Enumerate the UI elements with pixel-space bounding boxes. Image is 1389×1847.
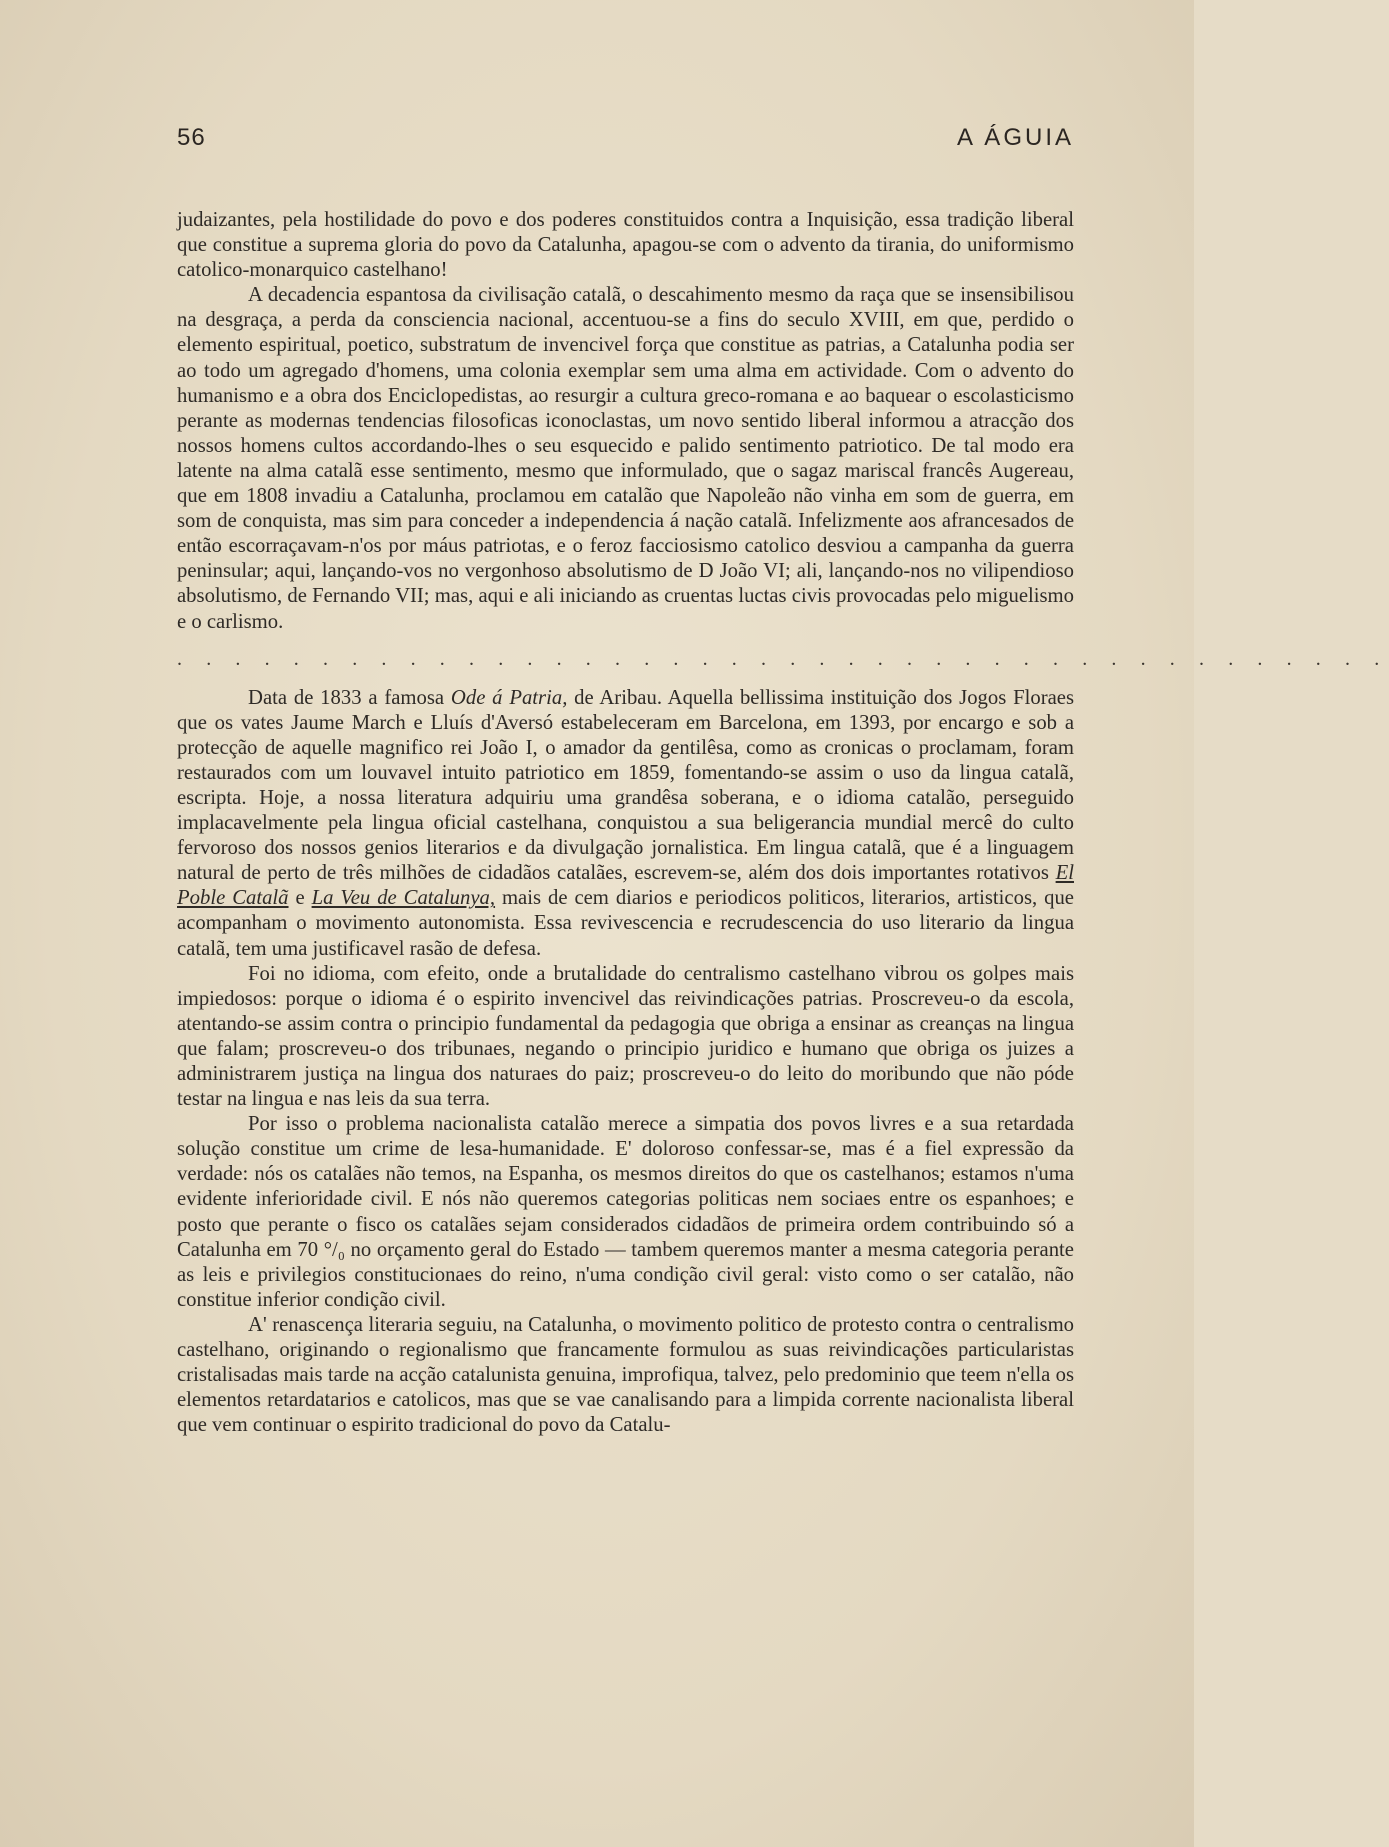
paragraph-3-text-b: de Aribau. Aquella bellissima instituição dos Jogos Floraes que os vates Jaume March e Lluís d'Aversó estabeleceram em Barcelona, em 1393, por encargo e sob a protecção de aquelle magnifico rei João I, o amador da gentilêsa, como as cronicas o proclamam, foram restaurados com um louvavel intuito patriotico em 1859, fomentando-se assim o uso da lingua catalã, escripta. Hoje, a nossa literatura adquiriu uma grandêsa soberana, e o idioma catalão, perseguido implacavelmente pela lingua oficial castelhana, conquistou a sua beligerancia mundial mercê do culto fervoroso dos nossos genios literarios e da divulgação jornalistica. Em lingua catalã, que é a linguagem natural de perto de três milhões de cidadãos catalães, escrevem-se, além dos dois importantes rotativos	[177, 686, 1075, 885]
paragraph-3-text-a: Data de 1833 a famosa	[248, 686, 451, 709]
paragraph-1: judaizantes, pela hostilidade do povo e dos poderes constituidos contra a Inquisição, essa tradição liberal que constitue a suprema gloria do povo da Catalunha, apagou-se com o advento da tirania, do uniformismo catolico-monarquico castelhano!	[177, 209, 1074, 282]
paragraph-3-text-c: e	[288, 887, 312, 910]
paragraph-6: A' renascença literaria seguiu, na Catalunha, o movimento politico de protesto contra o centralismo castelhano, originando o regionalismo que francamente formulou as suas reivindicações particularistas cristalisadas mais tarde na acção catalunista genuina, improfiqua, talvez, pelo predominio que teem n'ella os elementos retardatarios e catolicos, mas que se vae canalisando para a limpida corrente nacionalista liberal que vem continuar o espirito tradicional do povo da Catalu-	[177, 1313, 1074, 1437]
page-number: 56	[177, 124, 206, 151]
paragraph-3	[177, 686, 1074, 962]
dotted-separator: . . . . . . . . . . . . . . . . . . . . . . . . . . . . . . . . . . . . . . . . . .	[177, 647, 1389, 670]
newspaper-title-la-veu: La Veu de Catalunya,	[311, 887, 496, 910]
article-body	[177, 208, 1389, 1438]
paragraph-2: A decadencia espantosa da civilisação catalã, o descahimento mesmo da raça que se insensibilisou na desgraça, a perda da consciencia nacional, accentuou-se a fins do seculo XVIII, em que, perdido o elemento espiritual, poetico, substratum de invencivel força que constitue as patrias, a Catalunha podia ser ao todo um agregado d'homens, uma colonia exemplar sem uma alma em actividade. Com o advento do humanismo e a obra dos Enciclopedistas, ao resurgir a cultura greco-romana e ao baquear o escolasticismo perante as modernas tendencias filosoficas iconoclastas, um novo sentido liberal informou a atracção dos nossos homens cultos accordando-lhes o seu esquecido e palido sentimento patriotico. De tal modo era latente na alma catalã esse sentimento, mesmo que informulado, que o sagaz mariscal francês Augereau, que em 1808 invadiu a Catalunha, proclamou em catalão que Napoleão não vinha em som de guerra, em som de conquista, mas sim para conceder a independencia á nação catalã. Infelizmente aos afrancesados de então escorraçavam-n'os por máus patriotas, e o feroz facciosismo catolico desviou a campanha da guerra peninsular; aqui, lançando-vos no vergonhoso absolutismo de D João VI; ali, lançando-nos no vilipendioso absolutismo, de Fernando VII; mas, aqui e ali iniciando as cruentas luctas civis provocadas pelo miguelismo e o carlismo.	[177, 284, 1074, 633]
paragraph-5: Por isso o problema nacionalista catalão merece a simpatia dos povos livres e a sua retardada solução constitue um crime de lesa-humanidade. E' doloroso confessar-se, mas é a fiel expressão da verdade: nós os catalães não temos, na Espanha, os mesmos direitos do que os castelhanos; estamos n'uma evidente inferioridade civil. E nós não queremos categorias politicas nem sociaes entre os espanhoes; e posto que perante o fisco os catalães sejam considerados cidadãos de primeira ordem contribuindo só a Catalunha em 70 °/₀ no orçamento geral do Estado — tambem queremos manter a mesma categoria perante as leis e privilegios constitucionaes do reino, n'uma condição civil geral: visto como o ser catalão, não constitue inferior condição civil.	[177, 1113, 1074, 1311]
work-title-ode: Ode á Patria,	[450, 686, 568, 709]
paragraph-3-text-d: mais de cem diarios e periodicos politicos, literarios, artisticos, que acompanham o movimento autonomista. Essa revivescencia e recrudescencia do uso literario da lingua catalã, tem uma justificavel rasão de defesa.	[177, 887, 1074, 960]
newspaper-title-el-poble: El Poble Catalã	[177, 862, 1074, 910]
page-header	[177, 124, 1074, 164]
paragraph-4: Foi no idioma, com efeito, onde a brutalidade do centralismo castelhano vibrou os golpes mais impiedosos: porque o idioma é o espirito invencivel das reivindicações patrias. Proscreveu-o da escola, atentando-se assim contra o principio fundamental da pedagogia que obriga a ensinar as creanças na lingua que falam; proscreveu-o dos tribunaes, negando o principio juridico e humano que obriga os juizes a administrarem justiça na lingua dos naturaes do paiz; proscreveu-o do leito do moribundo que não póde testar na lingua e nas leis da sua terra.	[177, 962, 1074, 1111]
running-title: A ÁGUIA	[956, 124, 1074, 151]
